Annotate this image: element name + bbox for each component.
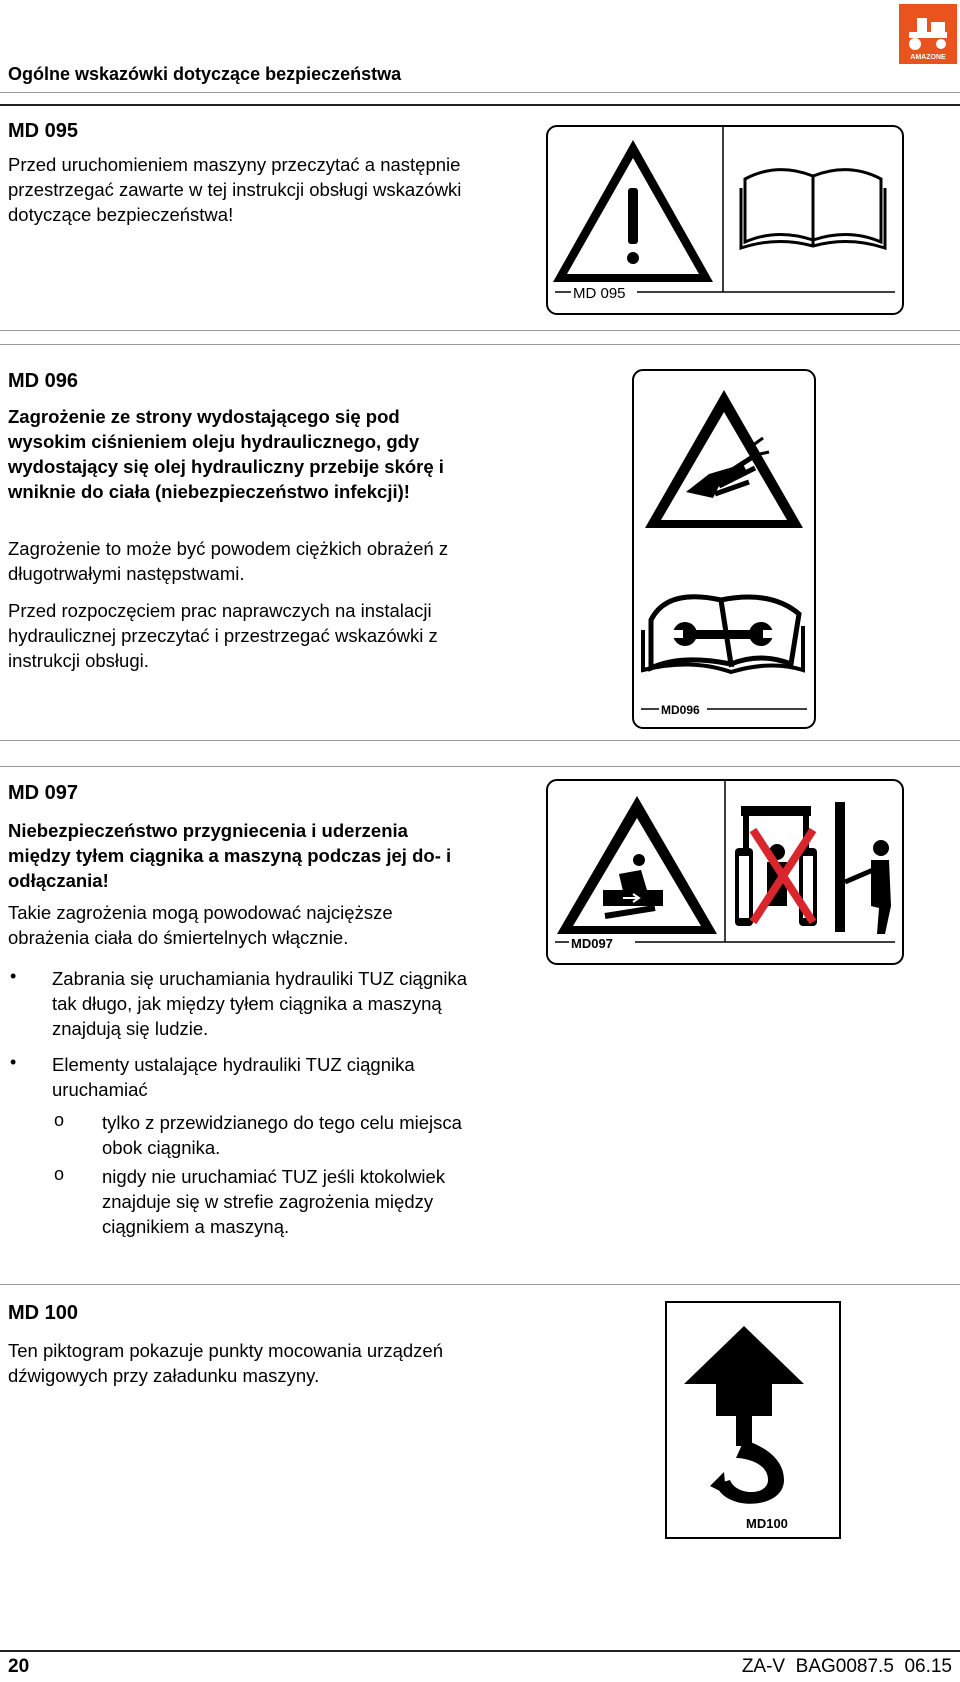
md097-pictogram xyxy=(545,778,905,966)
service-manual-wrench-icon xyxy=(643,597,803,672)
bullet-symbol: • xyxy=(10,1052,17,1072)
md097-bullet-1: Zabrania się uruchamiania hydrauliki TUZ ciągnika tak długo, jak między tyłem ciągnika a maszyną znajdują się ludzie. xyxy=(52,968,468,1039)
section-divider xyxy=(0,344,960,345)
section-id-md100: MD 100 xyxy=(8,1302,79,1324)
section-divider xyxy=(0,1284,960,1285)
section-id-md095: MD 095 xyxy=(8,120,79,142)
md097-warning-text: Niebezpieczeństwo przygniecenia i uderzenia między tyłem ciągnika a maszyną podczas jej do- i odłączania! xyxy=(8,820,452,891)
section-divider xyxy=(0,766,960,767)
sub-bullet-symbol: ο xyxy=(54,1164,65,1184)
page-header-title: Ogólne wskazówki dotyczące bezpieczeństwa xyxy=(8,64,402,84)
md097-label: MD097 xyxy=(571,936,613,951)
footer-divider xyxy=(0,1650,960,1652)
md096-text-instructions: Przed rozpoczęciem prac naprawczych na instalacji hydraulicznej przeczytać i przestrzegać wskazówki z instrukcji obsługi. xyxy=(8,600,438,671)
page-number: 20 xyxy=(8,1656,30,1677)
md096-text-consequences: Zagrożenie to może być powodem ciężkich obrażeń z długotrwałymi następstwami. xyxy=(8,538,449,584)
logo-text: AMAZONE xyxy=(910,54,946,61)
md097-sub-bullet-1: tylko z przewidzianego do tego celu miejsca obok ciągnika. xyxy=(102,1112,462,1158)
md097-sub-bullet-2: nigdy nie uruchamiać TUZ jeśli ktokolwiek znajduje się w strefie zagrożenia między ciągnikiem a maszyną. xyxy=(102,1166,446,1237)
md100-label: MD100 xyxy=(746,1516,788,1531)
section-divider xyxy=(0,330,960,331)
md100-pictogram xyxy=(664,1300,842,1540)
section-id-md097: MD 097 xyxy=(8,782,79,804)
md097-text-consequences: Takie zagrożenia mogą powodować najcięższe obrażenia ciała do śmiertelnych włącznie. xyxy=(8,902,393,948)
open-book-icon xyxy=(741,170,885,248)
md095-label: MD 095 xyxy=(573,285,626,302)
md095-text: Przed uruchomieniem maszyny przeczytać a następnie przestrzegać zawarte w tej instrukcji obsługi wskazówki dotyczące bezpieczeństwa! xyxy=(8,154,462,225)
section-id-md096: MD 096 xyxy=(8,370,79,392)
md100-text: Ten piktogram pokazuje punkty mocowania urządzeń dźwigowych przy załadunku maszyny. xyxy=(8,1340,443,1386)
md096-label: MD096 xyxy=(661,703,700,717)
md096-pictogram xyxy=(631,368,817,730)
header-divider-bold xyxy=(0,104,960,106)
sub-bullet-symbol: ο xyxy=(54,1110,65,1130)
header-divider xyxy=(0,92,960,93)
md095-pictogram xyxy=(545,124,905,317)
amazone-logo xyxy=(899,4,957,64)
document-code: ZA-V BAG0087.5 06.15 xyxy=(741,1656,952,1677)
md096-warning-text: Zagrożenie ze strony wydostającego się pod wysokim ciśnieniem oleju hydraulicznego, gdy wydostający się olej hydrauliczny przebije skórę i wniknie do ciała (niebezpieczeństwo infekcji)! xyxy=(8,406,444,502)
md097-bullet-2: Elementy ustalające hydrauliki TUZ ciągnika uruchamiać xyxy=(52,1054,415,1100)
bullet-symbol: • xyxy=(10,966,17,986)
section-divider xyxy=(0,740,960,741)
